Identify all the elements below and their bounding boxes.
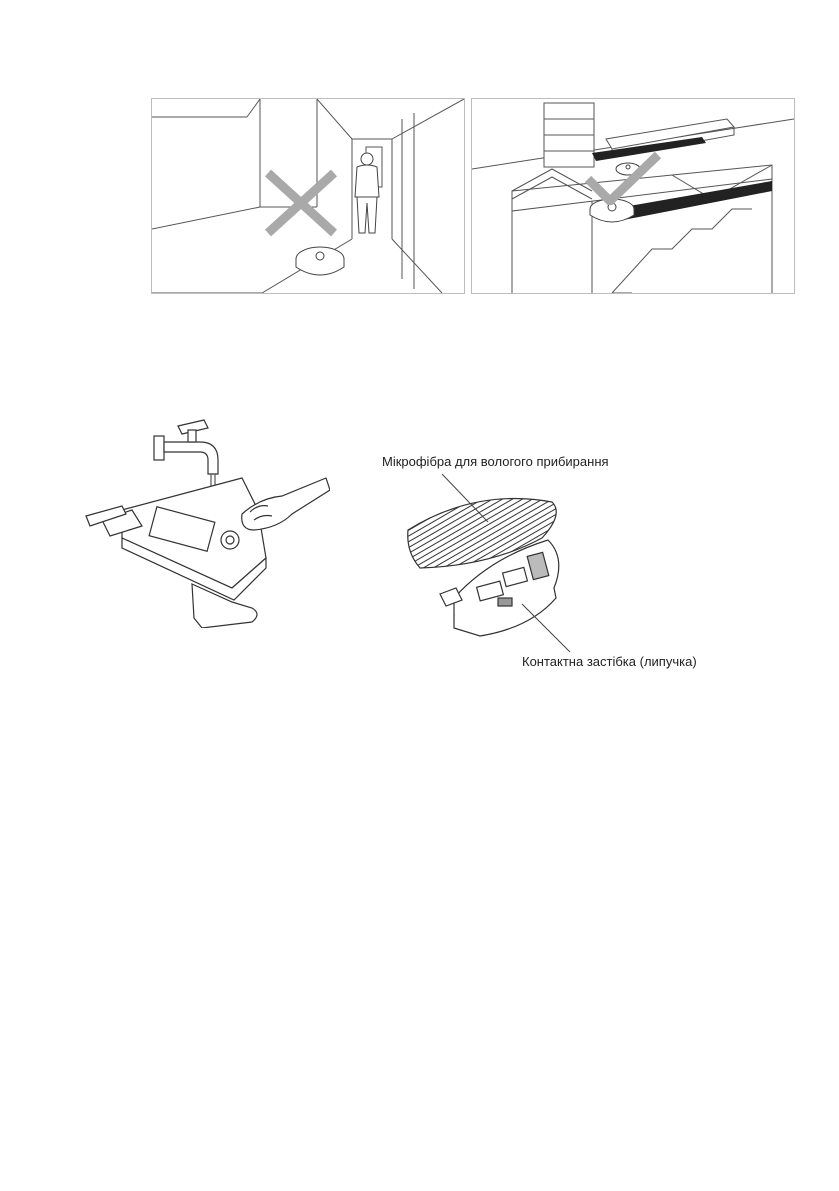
water-tank-rinsing-illustration bbox=[82, 418, 330, 628]
mop-installation-diagram bbox=[380, 448, 760, 678]
check-mark-icon bbox=[584, 151, 662, 205]
person-figure bbox=[355, 153, 379, 233]
wrong-placement-illustration bbox=[151, 98, 465, 294]
label-velcro: Контактна застібка (липучка) bbox=[522, 654, 697, 669]
label-microfiber: Мікрофібра для вологого прибирання bbox=[382, 454, 609, 469]
robot-vacuum bbox=[296, 247, 344, 275]
correct-placement-illustration bbox=[471, 98, 795, 294]
cross-mark-icon bbox=[264, 169, 338, 237]
